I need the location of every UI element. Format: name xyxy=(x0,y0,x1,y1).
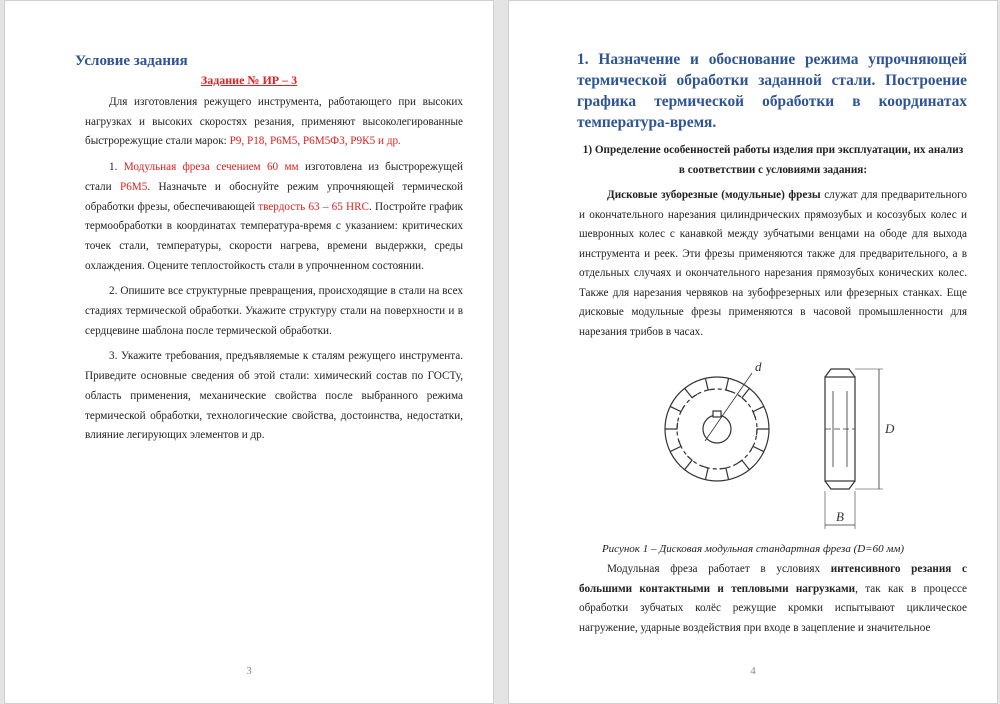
cutter-side-view xyxy=(825,369,883,529)
outer-circle xyxy=(665,377,769,481)
text: , так как в процессе обработки зубчатых колёс режущие кромки испытывают циклическое нагружение, ударные воздействия при входе в зацепление и значительное xyxy=(579,582,967,634)
tooth xyxy=(670,440,681,451)
text: Для изготовления режущего инструмента, работающего при высоких нагрузках и высоких скоростях резания, применяют высоколегированные быстрорежущие стали марок: xyxy=(85,96,463,148)
paragraph xyxy=(579,560,967,638)
tooth xyxy=(665,423,678,429)
page-number: 3 xyxy=(246,665,252,677)
bold-text: интенсивного резания с большими контактными и тепловыми нагрузками xyxy=(579,563,967,595)
page-right xyxy=(508,0,998,704)
body-text xyxy=(579,560,967,638)
body-text xyxy=(579,186,967,342)
text: Модульная фреза работает в условиях xyxy=(607,563,831,575)
text: . Постройте график термообработки в координатах температура-время с указанием: критических точек стали, температуры, скорости нагрева, времени выдержки, среды охлаждения. Оцените теплостойкость стали в упрочненном состоянии. xyxy=(85,200,463,272)
side-bottom-tooth xyxy=(825,481,855,489)
text: . Назначьте и обоснуйте режим упрочняющей термической обработки фрезы, обеспечивающей xyxy=(85,180,463,213)
teeth xyxy=(665,378,769,479)
task-body xyxy=(85,93,463,452)
tooth xyxy=(702,466,708,480)
tooth xyxy=(685,388,698,397)
tooth xyxy=(685,456,692,470)
paragraph xyxy=(579,186,967,342)
text: изготовлена из быстрорежущей стали xyxy=(85,161,463,193)
tooth xyxy=(742,388,749,402)
cutter-figure xyxy=(647,351,907,539)
paragraph xyxy=(85,158,463,276)
gear-cutter-drawing xyxy=(647,351,907,539)
label-d: d xyxy=(755,359,762,374)
cutter-front-view xyxy=(665,373,769,481)
highlight: твердость 63 – 65 HRC xyxy=(258,200,370,213)
highlight: Р6М5 xyxy=(119,180,148,193)
page-number: 4 xyxy=(750,665,756,677)
tooth xyxy=(726,378,732,392)
keyway xyxy=(713,411,721,417)
text: служат для предварительного и окончательного нарезания цилиндрических прямозубых и косозубых колес и шевронных колес с канавкой между зубчатыми венцами на ободе для выхода инструмента и реек. Эти фрезы применяются также для предварительного, а в отдельных случаях и окончательного нарезания прямозубых конических колес. Также для нарезания червяков на зубофрезерных или фрезерных станках. Еще дисковые модульные фрезы применяются в часовой промышленности для нарезания трибов в часах. xyxy=(579,189,967,338)
paragraph: 2. Опишите все структурные превращения, происходящие в стали на всех стадиях термической обработки. Укажите структуру стали на поверхности и в сердцевине шаблона после термической обработки. xyxy=(85,285,463,337)
figure-caption: Рисунок 1 – Дисковая модульная стандартная фреза (D=60 мм) xyxy=(601,543,905,555)
tooth xyxy=(753,406,764,417)
subheading: 1) Определение особенностей работы изделия при эксплуатации, их анализ в соответствии с условиями задания: xyxy=(582,144,964,176)
section-heading: Условие задания xyxy=(75,53,188,69)
label-B: B xyxy=(836,509,844,524)
tooth xyxy=(705,378,714,390)
leader-line xyxy=(705,373,752,441)
bold-text: Дисковые зуборезные (модульные) фрезы xyxy=(607,189,821,201)
bore xyxy=(703,415,731,443)
paragraph xyxy=(85,93,463,152)
task-title: Задание № ИР – 3 xyxy=(200,73,298,87)
text: 1. xyxy=(109,161,124,174)
tooth xyxy=(737,460,750,469)
highlight: Модульная фреза сечением 60 мм xyxy=(123,161,299,174)
label-D: D xyxy=(885,421,895,436)
page-left xyxy=(4,0,494,704)
tooth xyxy=(756,429,769,435)
tooth xyxy=(720,468,729,480)
section-heading: 1. Назначение и обоснование режима упрочняющей термической обработки заданной стали. Построение графика термической обработки в координатах температура-время. xyxy=(577,51,967,131)
tooth xyxy=(670,406,684,412)
steel-grades: Р9, Р18, Р6М5, Р6М5Ф3, Р9К5 и др. xyxy=(229,135,401,148)
paragraph: 3. Укажите требования, предъявляемые к сталям режущего инструмента. Приведите основные сведения об этой стали: химический состав по ГОСТу, область применения, механические свойства после выбранного режима термической обработки, технологические свойства, достоинства, недостатки, влияние легирующих элементов и др. xyxy=(85,350,463,442)
side-top-tooth xyxy=(825,369,855,377)
tooth xyxy=(750,446,764,452)
